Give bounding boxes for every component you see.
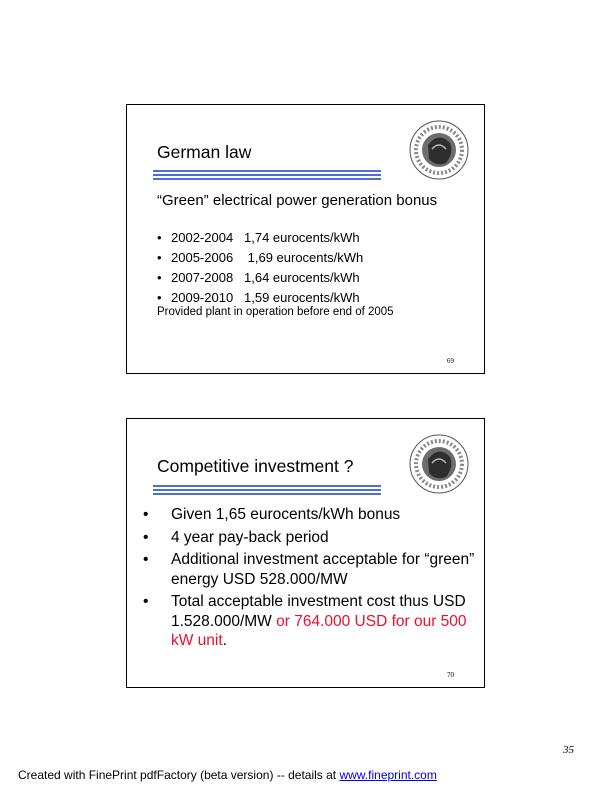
list-item: • 4 year pay-back period [143,528,329,546]
bullet-glyph: • [157,250,162,265]
list-item: • Additional investment acceptable for “green” energy USD 528.000/MW [143,551,475,588]
title-underline-rule [153,170,381,180]
bullet-glyph: • [157,230,162,245]
bullet-glyph: • [143,528,149,546]
slide-title: Competitive investment ? [157,456,354,476]
footer-text: Created with FinePrint pdfFactory (beta version) -- details at [18,768,340,782]
list-item: • Given 1,65 eurocents/kWh bonus [143,506,401,523]
list-item: • 2009-2010 1,59 eurocents/kWh [157,288,363,308]
bullet-glyph: • [143,593,149,610]
university-seal-icon [408,119,470,181]
university-seal-icon [408,433,470,495]
slide-note: Provided plant in operation before end of 2005 [157,306,394,318]
bullet-glyph: • [157,290,162,305]
slide-page-number: 70 [447,671,454,679]
list-item: • Total acceptable investment cost thus USD 1.528.000/MW or 764.000 USD for our 500 kW unit. [143,593,467,649]
bonus-rate-list [157,228,363,308]
slide-title: German law [157,142,252,162]
list-item: • 2002-2004 1,74 eurocents/kWh [157,228,363,248]
highlighted-text: or 764.000 USD for our 500 kW unit [171,612,467,649]
list-item: • 2007-2008 1,64 eurocents/kWh [157,268,363,288]
fineprint-link[interactable]: www.fineprint.com [339,768,437,782]
list-item: • 2005-2006 1,69 eurocents/kWh [157,248,363,268]
investment-points-list [143,505,477,654]
bullet-glyph: • [143,551,149,568]
sheet-page-number: 35 [563,744,574,756]
bullet-glyph: • [143,506,149,523]
slide-competitive-investment [126,418,485,688]
footer-credit [18,768,437,782]
slide-german-law [126,104,485,374]
title-underline-rule [153,485,381,495]
slide-subtitle: “Green” electrical power generation bonus [157,192,438,209]
slide-page-number: 69 [447,357,454,365]
bullet-glyph: • [157,270,162,285]
